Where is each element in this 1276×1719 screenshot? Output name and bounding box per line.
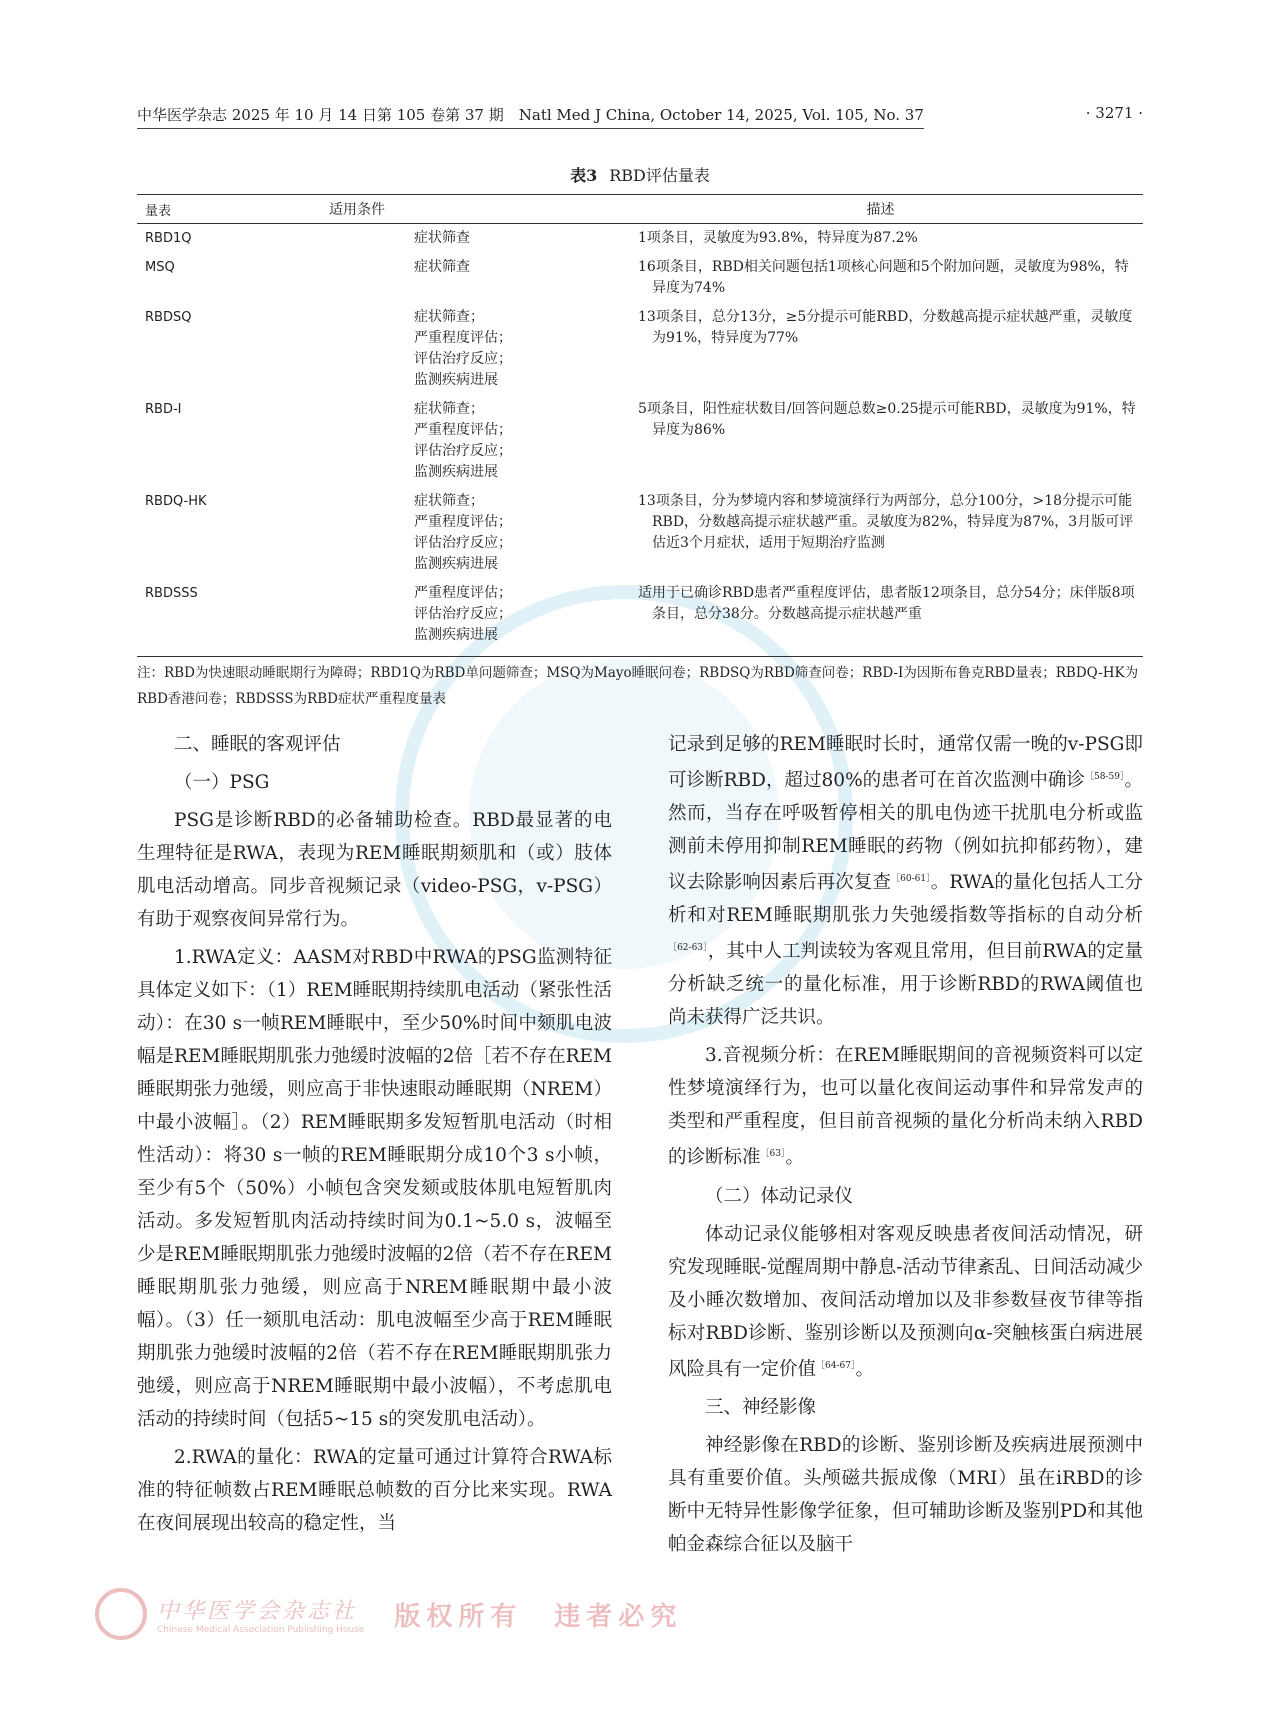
subsection-heading: （一）PSG — [174, 772, 270, 793]
table-row — [137, 395, 1143, 487]
condition-item: 症状筛查 — [414, 230, 470, 246]
text: 。然而，当存在呼吸暂停相关的肌电伪迹干扰肌电分析或监测前未停用抑制REM睡眠的药物（例如抗抑郁药物），建议去除影响因素后再次复查 — [668, 770, 1143, 894]
table-row — [137, 253, 1143, 303]
condition-item: 严重程度评估； — [414, 514, 512, 530]
table-header-row — [137, 195, 1143, 224]
text: 。 — [855, 1358, 874, 1380]
scale-conditions — [279, 395, 618, 487]
text: 。RWA的量化包括人工分析和对REM睡眠期肌张力失弛缓指数等指标的自动分析 — [668, 872, 1143, 927]
paragraph: 2.RWA的量化：RWA的定量可通过计算符合RWA标准的特征帧数占REM睡眠总帧数的百分比来实现。RWA在夜间展现出较高的稳定性，当 — [137, 1447, 612, 1534]
scale-description: 适用于已确诊RBD患者严重程度评估，患者版12项条目，总分54分；床伴版8项条目，总分38分。分数越高提示症状越严重 — [618, 579, 1143, 657]
condition-item: 评估治疗反应； — [414, 443, 512, 459]
text: 。 — [785, 1147, 804, 1169]
condition-item: 严重程度评估； — [414, 330, 512, 346]
citation: ［60-61］ — [891, 874, 931, 885]
condition-item: 监测疾病进展 — [414, 556, 498, 572]
scale-conditions — [279, 579, 618, 657]
subsection-heading: （二）体动记录仪 — [705, 1185, 854, 1207]
section-heading: 二、睡眠的客观评估 — [174, 734, 341, 755]
paragraph — [668, 728, 1143, 1034]
text: ，其中人工判读较为客观且常用，但目前RWA的定量分析缺乏统一的量化标准，用于诊断RBD的RWA阈值也尚未获得广泛共识。 — [668, 941, 1144, 1029]
header-scale: 量表 — [137, 195, 279, 224]
flower-logo-icon — [95, 1588, 147, 1640]
condition-item: 严重程度评估； — [414, 422, 512, 438]
header-condition: 适用条件 — [279, 195, 618, 224]
condition-item: 评估治疗反应； — [414, 606, 512, 622]
table-body — [137, 224, 1143, 657]
scale-name: MSQ — [145, 260, 175, 275]
table-row — [137, 579, 1143, 657]
citation: ［62-63］ — [668, 943, 708, 954]
condition-item: 症状筛查； — [414, 401, 484, 417]
table-label: 表3 — [570, 166, 598, 185]
scale-description: 1项条目，灵敏度为93.8%，特异度为87.2% — [638, 230, 918, 246]
text: 记录到足够的REM睡眠时长时，通常仅需一晚的v-PSG即可诊断RBD，超过80%的患者可在首次监测中确诊 — [668, 734, 1143, 792]
condition-item: 监测疾病进展 — [414, 372, 498, 388]
scale-description: 5项条目，阳性症状数目/回答问题总数≥0.25提示可能RBD，灵敏度为91%，特异度为86% — [638, 401, 1136, 438]
publisher-logo — [95, 1588, 682, 1640]
scale-name: RBD1Q — [145, 231, 192, 246]
paragraph: 1.RWA定义：AASM对RBD中RWA的PSG监测特征具体定义如下：（1）REM睡眠期持续肌电活动（紧张性活动）：在30 s一帧REM睡眠中，至少50%时间中颏肌电波幅是REM睡眠期肌张力弛缓时波幅的2倍［若不存在REM睡眠期张力弛缓，则应高于非快速眼动睡眠期（NREM）中最小波幅］。（2）REM睡眠期多发短暂肌电活动（时相性活动）：将30 s一帧的REM睡眠期分成10个3 s小帧，至少有5个（50%）小帧包含突发颏或肢体肌电短暂肌肉活动。多发短暂肌肉活动持续时间为0.1~5.0 s，波幅至少是REM睡眠期肌张力弛缓时波幅的2倍（若不存在REM睡眠期肌张力弛缓，则应高于NREM睡眠期中最小波幅）。（3）任一颏肌电活动：肌电波幅至少高于REM睡眠期肌张力弛缓时波幅的2倍（若不存在REM睡眠期肌张力弛缓，则应高于NREM睡眠期中最小波幅），不考虑肌电活动的持续时间（包括5~15 s的突发肌电活动）。 — [137, 947, 612, 1430]
condition-item: 监测疾病进展 — [414, 464, 498, 480]
condition-item: 症状筛查 — [414, 259, 470, 275]
scale-description: 13项条目，总分13分，≥5分提示可能RBD，分数越高提示症状越严重，灵敏度为91%，特异度为77% — [638, 309, 1133, 346]
scale-description: 16项条目，RBD相关问题包括1项核心问题和5个附加问题，灵敏度为98%，特异度为74% — [638, 259, 1129, 296]
copyright-notice: 版权所有 违者必究 — [394, 1601, 683, 1632]
condition-item: 监测疾病进展 — [414, 627, 498, 643]
section-heading: 三、神经影像 — [705, 1396, 817, 1418]
table-row — [137, 224, 1143, 254]
page-number: · 3271 · — [1085, 104, 1143, 122]
condition-item: 症状筛查； — [414, 309, 484, 325]
scale-conditions — [279, 253, 618, 303]
scale-name: RBD-I — [145, 402, 182, 417]
scale-conditions — [279, 224, 618, 254]
text: 体动记录仪能够相对客观反映患者夜间活动情况，研究发现睡眠-觉醒周期中静息-活动节律紊乱、日间活动减少及小睡次数增加、夜间活动增加以及非参数昼夜节律等指标对RBD诊断、鉴别诊断以及预测向α-突触核蛋白病进展风险具有一定价值 — [668, 1223, 1144, 1380]
table-note: 注：RBD为快速眼动睡眠期行为障碍；RBD1Q为RBD单问题筛查；MSQ为Mayo睡眠问卷；RBDSQ为RBD筛查问卷；RBD-I为因斯布鲁克RBD量表；RBDQ-HK为RBD香港问卷；RBDSSS为RBD症状严重程度量表 — [137, 665, 1139, 707]
rbd-scale-table — [137, 194, 1143, 657]
condition-item: 严重程度评估； — [414, 585, 512, 601]
table-caption: RBD评估量表 — [609, 166, 710, 185]
table-title — [137, 163, 1143, 186]
paragraph — [668, 1039, 1143, 1174]
scale-description: 13项条目，分为梦境内容和梦境演绎行为两部分，总分100分，>18分提示可能RBD，分数越高提示症状越严重。灵敏度为82%，特异度为87%，3月版可评估近3个月症状，适用于短期治疗监测 — [638, 493, 1134, 551]
scale-name: RBDQ-HK — [145, 494, 207, 509]
paragraph: PSG是诊断RBD的必备辅助检查。RBD最显著的电生理特征是RWA，表现为REM睡眠期颏肌和（或）肢体肌电活动增高。同步音视频记录（video-PSG，v-PSG）有助于观察夜间异常行为。 — [137, 810, 612, 930]
scale-name: RBDSQ — [145, 310, 192, 325]
paragraph — [668, 1218, 1143, 1386]
right-column — [668, 728, 1143, 1566]
table-row — [137, 487, 1143, 579]
scale-name: RBDSSS — [137, 579, 279, 657]
left-column — [137, 728, 612, 1545]
publisher-name-en: Chinese Medical Association Publishing House — [157, 1624, 365, 1635]
scale-conditions — [279, 303, 618, 395]
condition-item: 症状筛查； — [414, 493, 484, 509]
citation: ［58-59］ — [1084, 772, 1125, 782]
citation: ［64-67］ — [816, 1360, 856, 1371]
header-description: 描述 — [618, 195, 1143, 224]
citation: ［63］ — [760, 1149, 786, 1160]
scale-conditions — [279, 487, 618, 579]
condition-item: 评估治疗反应； — [414, 351, 512, 367]
paragraph: 神经影像在RBD的诊断、鉴别诊断及疾病进展预测中具有重要价值。头颅磁共振成像（MRI）虽在iRBD的诊断中无特异性影像学征象，但可辅助诊断及鉴别PD和其他帕金森综合征以及脑干 — [668, 1434, 1143, 1555]
publisher-name: 中华医学会杂志社 — [157, 1598, 358, 1624]
condition-item: 评估治疗反应； — [414, 535, 512, 551]
journal-citation: 中华医学杂志 2025 年 10 月 14 日第 105 卷第 37 期 Natl Med J China, October 14, 2025, Vol. 105, No. 37 — [137, 104, 924, 129]
text: 3.音视频分析：在REM睡眠期间的音视频资料可以定性梦境演绎行为，也可以量化夜间运动事件和异常发声的类型和严重程度，但目前音视频的量化分析尚未纳入RBD的诊断标准 — [668, 1045, 1143, 1169]
table-row — [137, 303, 1143, 395]
